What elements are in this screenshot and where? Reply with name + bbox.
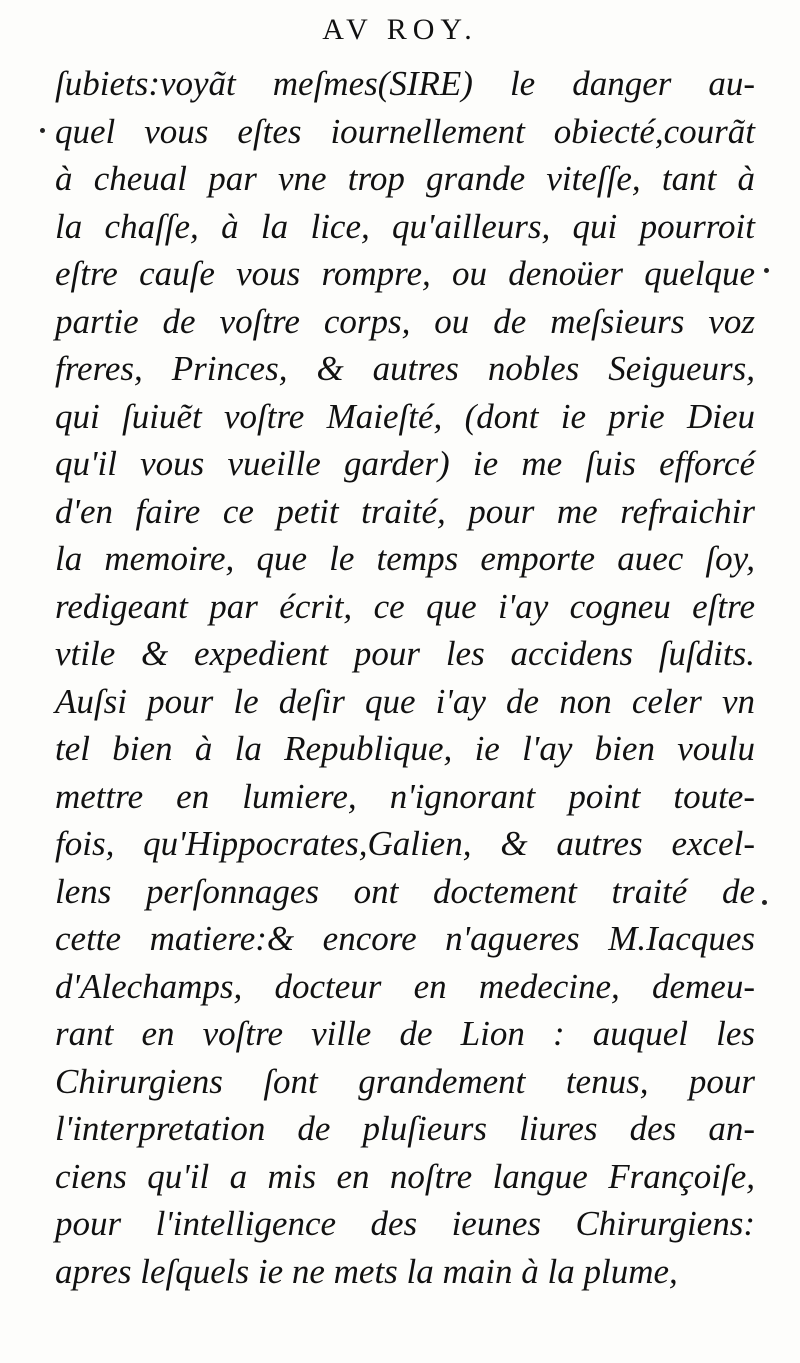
running-head: AV ROY.	[322, 13, 478, 46]
text-line: d'Alechamps, docteur en medecine, demeu-	[55, 966, 755, 1006]
text-line: partie de voſtre corps, ou de meſsieurs voz	[55, 301, 755, 341]
text-line: à cheual par vne trop grande viteſſe, tant à	[55, 159, 755, 198]
margin-speck	[40, 128, 45, 133]
text-line: quel vous eſtes iournellement obiecté,courãt	[55, 111, 755, 151]
text-line: Chirurgiens ſont grandement tenus, pour	[55, 1061, 755, 1101]
text-line: rant en voſtre ville de Lion : auquel les	[55, 1014, 755, 1053]
text-line: freres, Princes, & autres nobles Seigueurs,	[55, 349, 755, 388]
text-line: ciens qu'il a mis en noſtre langue Françoiſe,	[55, 1156, 755, 1196]
text-line: lens perſonnages ont doctement traité de	[55, 871, 755, 911]
text-line: d'en faire ce petit traité, pour me refraichir	[55, 491, 755, 531]
margin-speck	[762, 900, 767, 905]
body-text	[55, 60, 755, 1295]
text-line: Auſsi pour le deſir que i'ay de non celer vn	[55, 681, 755, 721]
margin-speck	[764, 268, 769, 273]
text-line: la memoire, que le temps emporte auec ſoy,	[55, 539, 755, 578]
text-line: la chaſſe, à la lice, qu'ailleurs, qui pourroit	[55, 206, 755, 246]
text-line: apres leſquels ie ne mets la main à la plume,	[55, 1251, 678, 1291]
text-line: fois, qu'Hippocrates,Galien, & autres excel-	[55, 824, 755, 863]
text-line: mettre en lumiere, n'ignorant point toute-	[55, 776, 755, 816]
text-line: tel bien à la Republique, ie l'ay bien voulu	[55, 729, 755, 768]
text-line: cette matiere:& encore n'agueres M.Iacques	[55, 919, 755, 958]
text-line: eſtre cauſe vous rompre, ou denoüer quelque	[55, 254, 755, 293]
text-line: pour l'intelligence des ieunes Chirurgiens:	[55, 1204, 755, 1243]
text-line: vtile & expedient pour les accidens ſuſdits.	[55, 634, 755, 673]
text-line: qu'il vous vueille garder) ie me ſuis efforcé	[55, 444, 755, 483]
text-line: qui ſuiuẽt voſtre Maieſté, (dont ie prie Dieu	[55, 396, 755, 436]
text-line: redigeant par écrit, ce que i'ay cogneu eſtre	[55, 586, 755, 626]
text-line: ſubiets:voyãt meſmes(SIRE) le danger au-	[55, 64, 755, 103]
text-line: l'interpretation de pluſieurs liures des an-	[55, 1109, 755, 1148]
